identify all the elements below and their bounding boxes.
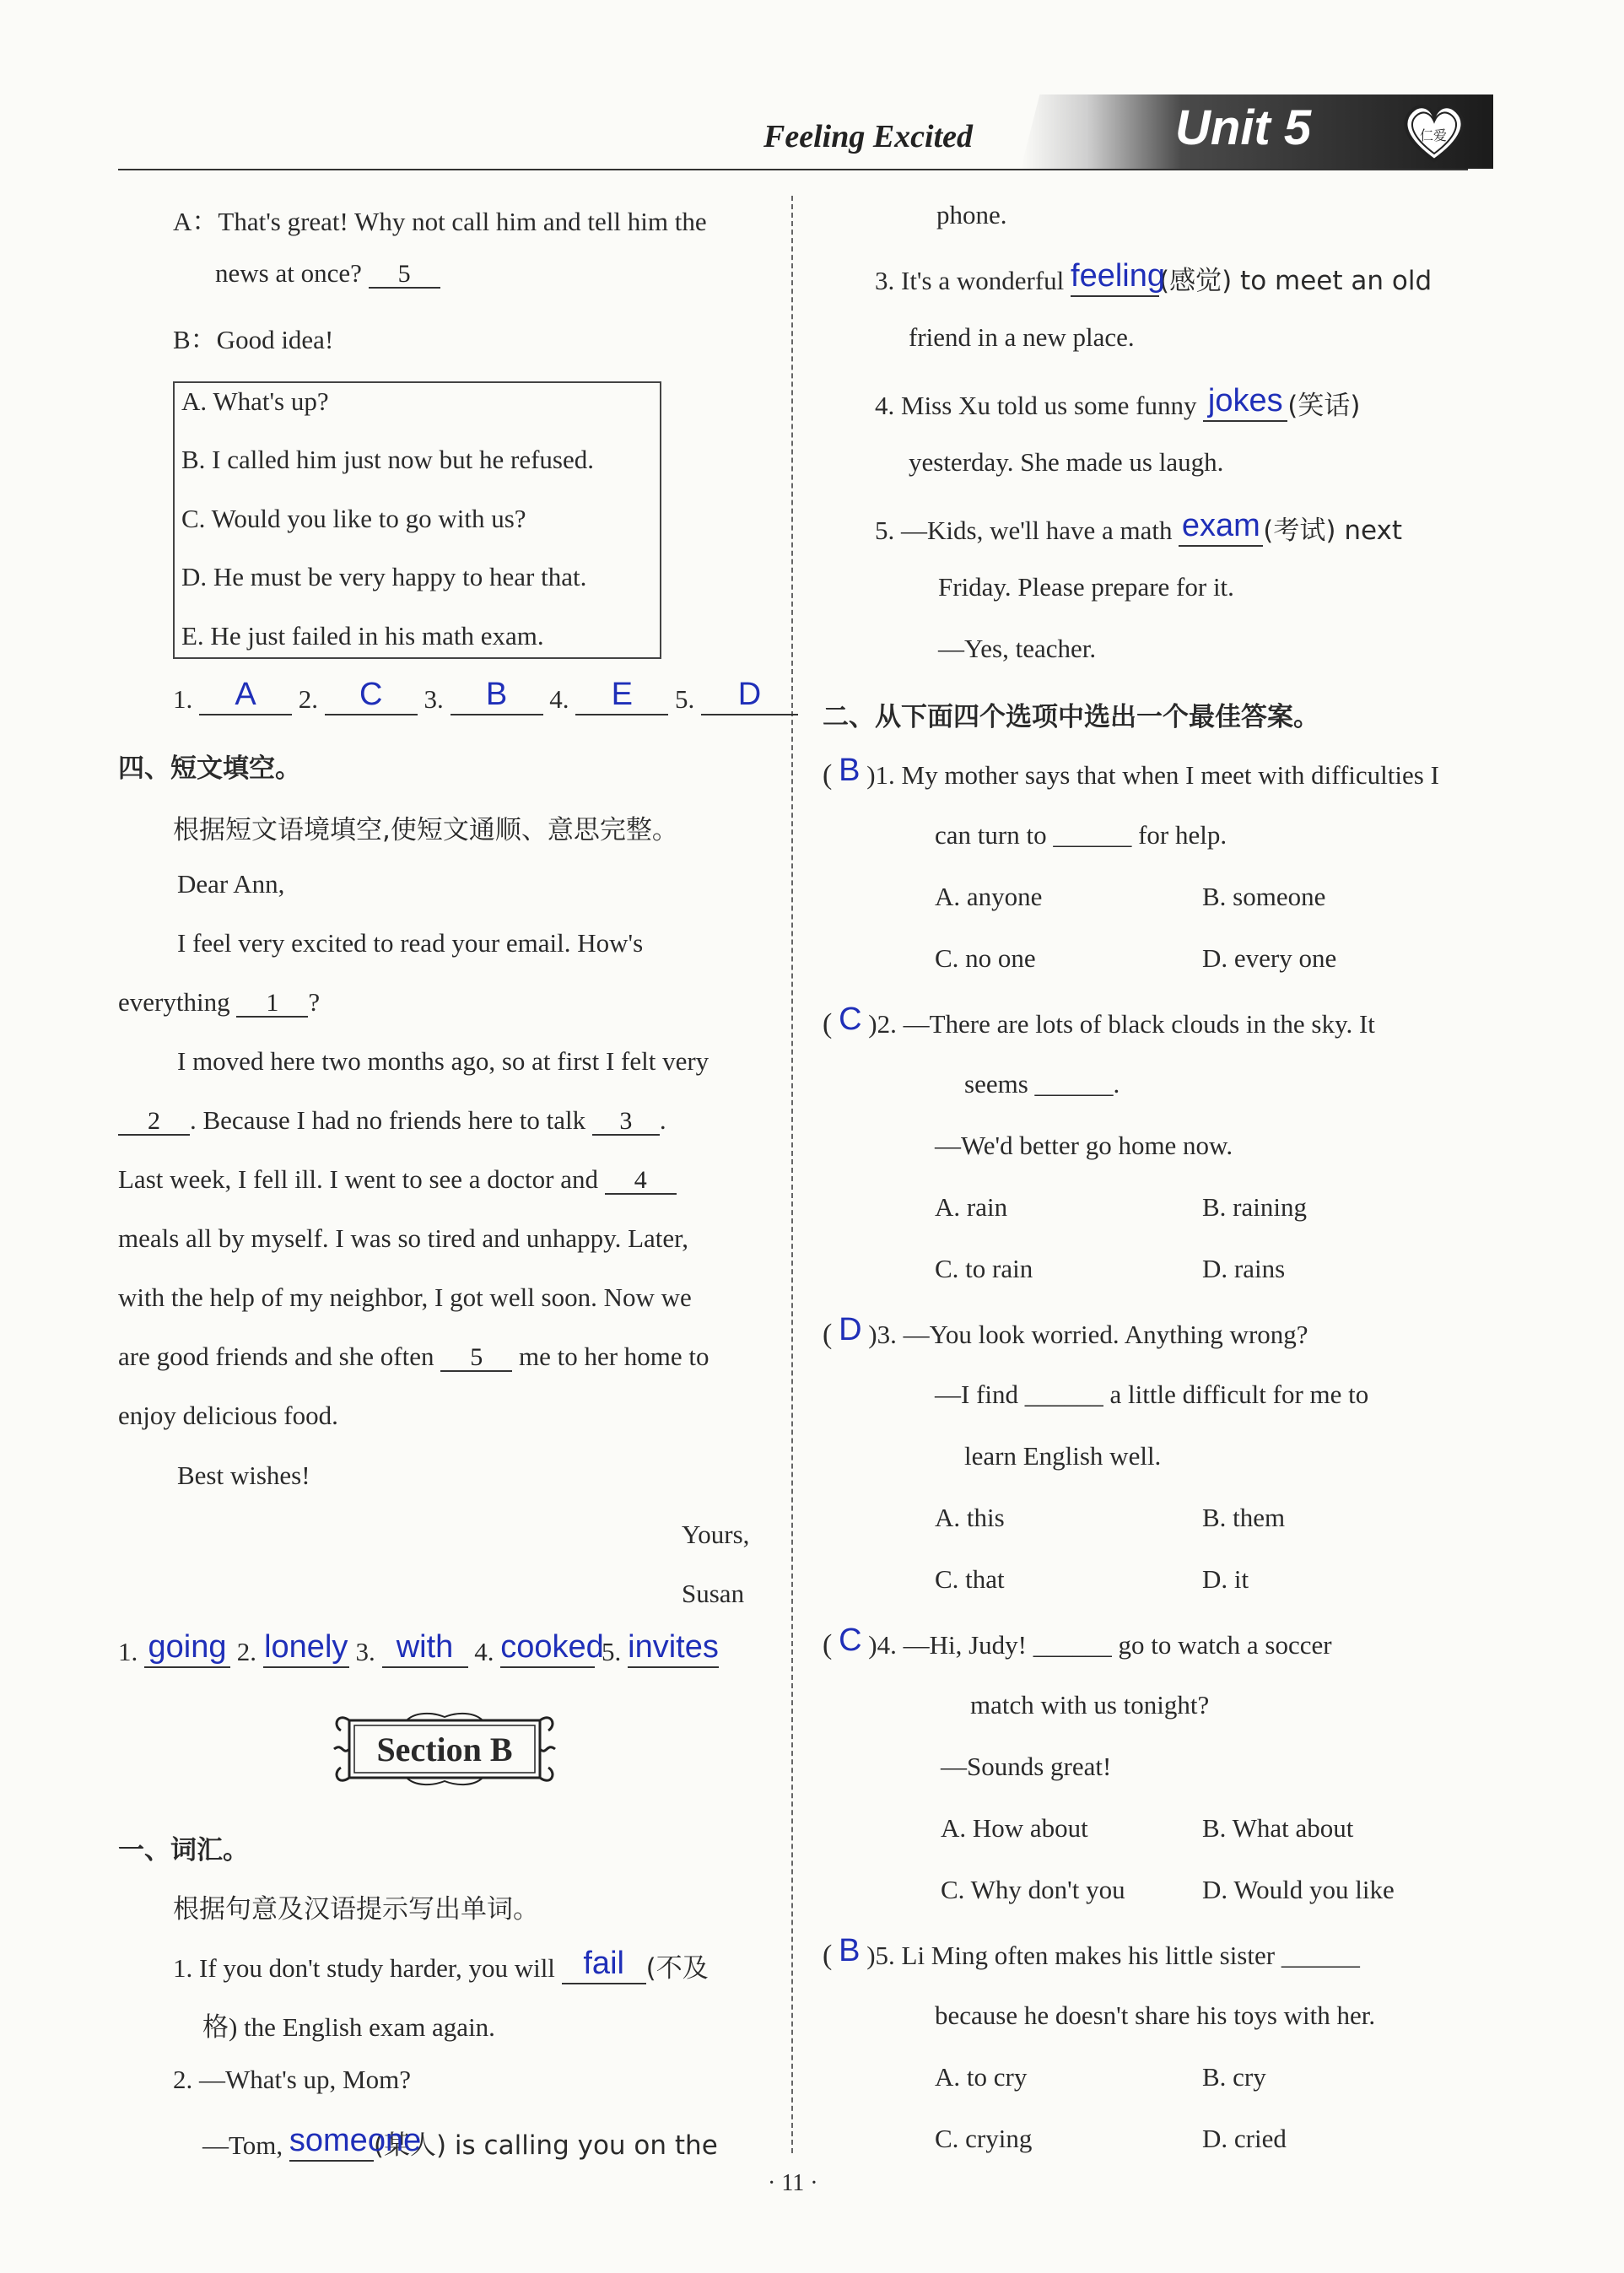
mc-q2: ( C )2. —There are lots of black clouds in the sky. It: [823, 1002, 1375, 1039]
vocab-q4: [875, 384, 1360, 422]
vocab-q2-text: —Tom,: [202, 2130, 283, 2160]
answer-1: A: [235, 677, 256, 712]
letter-line9: enjoy delicious food.: [118, 1401, 338, 1430]
letter-line2: [118, 987, 320, 1018]
page-number: · 11 ·: [768, 2170, 818, 2196]
ans-blank-1: [199, 677, 292, 715]
vocab-q5-line3: —Yes, teacher.: [938, 634, 1097, 663]
option-b: B. I called him just now but he refused.: [181, 445, 595, 474]
vocab-q1: [173, 1946, 709, 1984]
mc-q3-opt-a: A. this: [935, 1503, 1005, 1532]
answer-2: C: [359, 677, 383, 712]
mc-q3-line3: learn English well.: [964, 1441, 1162, 1471]
ans2-num-3: 3.: [355, 1637, 375, 1666]
mc-q2-opt-a: A. rain: [935, 1192, 1008, 1222]
letter-line8: [118, 1342, 709, 1372]
answer2-5: invites: [628, 1629, 719, 1665]
mc-q1-opt-c: C. no one: [935, 943, 1036, 973]
part2-title: 二、从下面四个选项中选出一个最佳答案。: [823, 702, 1319, 732]
vocab-q2-hint: (某人) is calling you on the: [373, 2130, 718, 2161]
answer2-1: going: [148, 1629, 227, 1665]
answer-3: B: [485, 677, 508, 712]
letter-line6: meals all by myself. I was so tired and unhappy. Later,: [118, 1223, 688, 1253]
answer2-4: cooked: [500, 1629, 604, 1665]
mc-q5-line1: )5. Li Ming often makes his little sister ______: [866, 1941, 1360, 1970]
ans2-num-1: 1.: [118, 1637, 138, 1666]
part4-title: 四、短文填空。: [118, 753, 301, 784]
mc-q1-line1: )1. My mother says that when I meet with difficulties I: [866, 760, 1439, 790]
ans2-blank-1: [144, 1629, 230, 1668]
vocab-q1-answer: fail: [583, 1946, 624, 1981]
vocab-q4-answer: jokes: [1207, 383, 1283, 418]
dialogue-b: B：Good idea!: [173, 325, 334, 354]
mc-q1-line2: can turn to ______ for help.: [935, 820, 1227, 850]
letter-line4: [118, 1105, 666, 1136]
ans-num-1: 1.: [173, 684, 193, 714]
vocab-q2-line2: [202, 2124, 718, 2162]
mc-q4-opt-d: D. Would you like: [1202, 1875, 1395, 1904]
mc-q2-line2: seems ______.: [964, 1069, 1120, 1099]
letter-signature: Susan: [682, 1579, 745, 1608]
mc-q1-answer: B: [839, 753, 861, 788]
ans2-blank-2: [263, 1629, 349, 1668]
header-rule: [118, 169, 1468, 170]
ans-blank-3: [451, 677, 543, 715]
mc-q1-opt-b: B. someone: [1202, 882, 1326, 911]
letter-line3: I moved here two months ago, so at first I felt very: [177, 1046, 709, 1076]
answer-5: D: [737, 677, 762, 712]
vocab-q5-hint: (考试) next: [1263, 516, 1403, 546]
letter-line1: I feel very excited to read your email. How's: [177, 928, 644, 958]
ans-blank-5: [701, 677, 798, 715]
option-c: C. Would you like to go with us?: [181, 504, 526, 533]
mc-q2-opt-d: D. rains: [1202, 1254, 1286, 1283]
vocab-q4-line2: yesterday. She made us laugh.: [909, 447, 1224, 477]
vocab-q2-blank: [289, 2123, 422, 2162]
letter-blank-2: 2: [118, 1109, 190, 1136]
letter-blank-1: 1: [236, 991, 308, 1018]
mc-q5-opt-d: D. cried: [1202, 2124, 1287, 2153]
vocab-title: 一、词汇。: [118, 1835, 249, 1865]
mc-q5-opt-c: C. crying: [935, 2124, 1033, 2153]
ans2-blank-4: [500, 1629, 604, 1668]
option-a: A. What's up?: [181, 386, 329, 416]
mc-q4-opt-a: A. How about: [941, 1813, 1088, 1843]
letter-line8-end: me to her home to: [518, 1342, 709, 1371]
vocab-q3-text: 3. It's a wonderful: [875, 266, 1065, 295]
answers-row-1: [173, 677, 798, 715]
vocab-q4-text: 4. Miss Xu told us some funny: [875, 391, 1197, 420]
mc-q2-opt-c: C. to rain: [935, 1254, 1033, 1283]
vocab-q5: [875, 509, 1402, 547]
vocab-q1-hint: (不及: [645, 1953, 709, 1984]
mc-q3-opt-b: B. them: [1202, 1503, 1286, 1532]
header-title: Feeling Excited: [763, 119, 974, 154]
vocab-q2-answer: someone: [289, 2123, 422, 2158]
mc-q1-opt-a: A. anyone: [935, 882, 1043, 911]
mc-q2-opt-b: B. raining: [1202, 1192, 1307, 1222]
vocab-q5-text: 5. —Kids, we'll have a math: [875, 516, 1173, 545]
letter-line5-text: Last week, I fell ill. I went to see a doctor and: [118, 1164, 598, 1194]
section-b-badge: [331, 1709, 558, 1790]
logo-text: 仁爱: [1420, 127, 1448, 143]
ans-num-3: 3.: [424, 684, 444, 714]
option-d: D. He must be very happy to hear that.: [181, 562, 587, 591]
vocab-q3-hint: (感觉) to meet an old: [1159, 266, 1432, 296]
ans-num-2: 2.: [298, 684, 318, 714]
mc-q5: ( B )5. Li Ming often makes his little sister ______: [823, 1933, 1360, 1971]
mc-q5-answer: B: [839, 1933, 861, 1968]
vocab-q4-hint: (笑话): [1287, 391, 1361, 421]
answer2-2: lonely: [264, 1629, 348, 1665]
mc-q3-opt-c: C. that: [935, 1564, 1005, 1594]
mc-q4-line1: )4. —Hi, Judy! ______ go to watch a soccer: [868, 1630, 1332, 1660]
mc-q4-answer: C: [839, 1622, 862, 1658]
letter-blank-5: 5: [440, 1345, 512, 1372]
mc-q2-line3: —We'd better go home now.: [935, 1131, 1233, 1160]
mc-q4-line3: —Sounds great!: [941, 1752, 1112, 1781]
letter-blank-3: 3: [592, 1109, 660, 1136]
mc-q5-opt-b: B. cry: [1202, 2062, 1266, 2092]
column-divider: [791, 196, 793, 2153]
mc-q3-line2: —I find ______ a little difficult for me to: [935, 1379, 1369, 1409]
dialogue-a-line1: A：That's great! Why not call him and tell him the: [173, 207, 707, 236]
letter-line7: with the help of my neighbor, I got well soon. Now we: [118, 1282, 692, 1312]
letter-line4-end: .: [659, 1105, 666, 1135]
mc-q2-answer: C: [839, 1002, 862, 1037]
vocab-q3-answer: feeling: [1071, 258, 1165, 294]
vocab-q4-blank: [1203, 383, 1287, 422]
vocab-q3-line2: friend in a new place.: [909, 322, 1135, 352]
ans-blank-2: [325, 677, 418, 715]
letter-closing: Best wishes!: [177, 1460, 310, 1490]
mc-q5-line2: because he doesn't share his toys with her.: [935, 2000, 1376, 2030]
mc-q3: ( D )3. —You look worried. Anything wrong?: [823, 1312, 1308, 1350]
mc-q3-opt-d: D. it: [1202, 1564, 1249, 1594]
vocab-q2-line1: 2. —What's up, Mom?: [173, 2065, 411, 2094]
dialogue-a-line2-text: news at once?: [215, 258, 362, 288]
letter-greeting: Dear Ann,: [177, 869, 285, 899]
ans-num-4: 4.: [549, 684, 569, 714]
blank-5: 5: [369, 262, 440, 289]
mc-q2-line1: )2. —There are lots of black clouds in the sky. It: [868, 1009, 1375, 1039]
ans2-num-5: 5.: [602, 1637, 622, 1666]
vocab-q1-text: 1. If you don't study harder, you will: [173, 1953, 555, 1983]
vocab-q5-blank: [1179, 508, 1263, 547]
vocab-q2-cont: phone.: [936, 200, 1007, 229]
letter-blank-4: 4: [605, 1168, 677, 1195]
mc-q1-opt-d: D. every one: [1202, 943, 1337, 973]
letter-line4-text: . Because I had no friends here to talk: [190, 1105, 586, 1135]
mc-q5-opt-a: A. to cry: [935, 2062, 1028, 2092]
ans2-blank-3: [382, 1629, 468, 1668]
dialogue-a-line2: [215, 258, 440, 289]
option-e: E. He just failed in his math exam.: [181, 621, 544, 651]
mc-q4-opt-b: B. What about: [1202, 1813, 1354, 1843]
answers-row-2: [118, 1629, 719, 1668]
letter-line8-text: are good friends and she often: [118, 1342, 434, 1371]
heart-logo-icon: [1396, 93, 1472, 169]
answer2-3: with: [396, 1629, 454, 1665]
mc-q4: ( C )4. —Hi, Judy! ______ go to watch a soccer: [823, 1622, 1332, 1660]
ans-num-5: 5.: [675, 684, 695, 714]
section-b-title: Section B: [376, 1730, 513, 1768]
letter-line2-text: everything: [118, 987, 230, 1017]
answer-4: E: [611, 677, 633, 712]
ans-blank-4: [575, 677, 668, 715]
mc-q3-line1: )3. —You look worried. Anything wrong?: [868, 1320, 1308, 1349]
ans2-num-2: 2.: [236, 1637, 256, 1666]
part4-instruction: 根据短文语境填空,使短文通顺、意思完整。: [173, 815, 678, 845]
mc-q1: ( B )1. My mother says that when I meet with difficulties I: [823, 753, 1439, 791]
letter-yours: Yours,: [682, 1520, 750, 1549]
mc-q4-line2: match with us tonight?: [970, 1690, 1210, 1720]
vocab-q1-blank: [562, 1946, 646, 1984]
vocab-q5-line2: Friday. Please prepare for it.: [938, 572, 1234, 602]
ans2-num-4: 4.: [474, 1637, 494, 1666]
vocab-q1-line2: 格) the English exam again.: [202, 2012, 495, 2042]
letter-line2-end: ?: [308, 987, 321, 1017]
mc-q3-answer: D: [839, 1312, 862, 1347]
vocab-instruction: 根据句意及汉语提示写出单词。: [173, 1894, 539, 1925]
mc-q4-opt-c: C. Why don't you: [941, 1875, 1125, 1904]
vocab-q3-blank: [1071, 258, 1165, 297]
ans2-blank-5: [628, 1629, 719, 1668]
vocab-q3: [875, 259, 1432, 297]
vocab-q5-answer: exam: [1181, 508, 1260, 543]
unit-label: Unit 5: [1175, 100, 1312, 155]
letter-line5: [118, 1164, 677, 1195]
